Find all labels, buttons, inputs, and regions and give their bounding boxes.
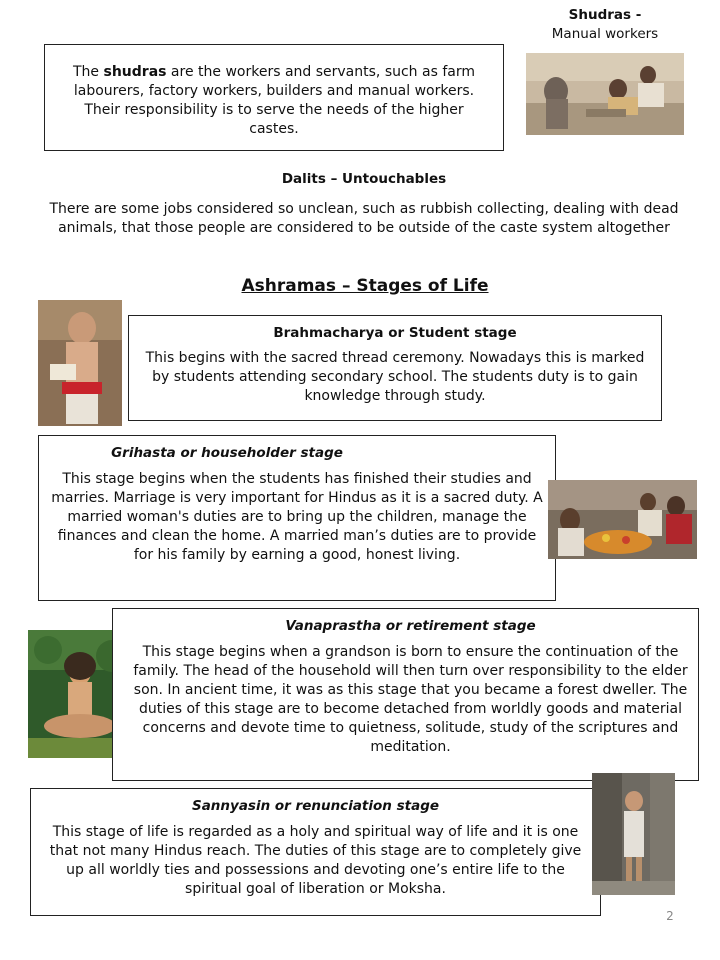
grihasta-text: This stage begins when the students has finished their studies and marries. Marriage is very important for Hindus as it is a sacred duty. A married woman's duties are to bring up the children, manage the finances and clean the home. A married man’s duties are to provide for his family by earning a good, honest living. (51, 471, 543, 563)
shudras-caption-sub: Manual workers (551, 26, 659, 42)
sannyasin-title: Sannyasin or renunciation stage (191, 798, 440, 814)
brahmacharya-title: Brahmacharya or Student stage (273, 325, 517, 341)
dalits-text: There are some jobs considered so unclean, such as rubbish collecting, dealing with dead animals, that those people are considered to be outside of the caste system altogether (49, 201, 679, 236)
vanaprastha-title: Vanaprastha or retirement stage (285, 618, 536, 634)
shudras-text-bold: shudras (103, 64, 167, 80)
shudras-caption-title: Shudras - (568, 7, 642, 23)
sannyasin-text: This stage of life is regarded as a holy and spiritual way of life and it is one that not many Hindus reach. The duties of this stage are to completely give up all worldly ties and possessions and devoting one’s entire life to the spiritual goal of liberation or Moksha. (49, 824, 582, 897)
grihasta-title: Grihasta or householder stage (111, 445, 343, 461)
page-number: 2 (666, 909, 674, 923)
brahmacharya-box (128, 315, 662, 421)
shudras-workers-photo (526, 53, 684, 135)
wedding-ceremony-photo (548, 480, 697, 559)
brahmacharya-text: This begins with the sacred thread ceremony. Nowadays this is marked by students attending secondary school. The students duty is to gain knowledge through study. (145, 350, 645, 404)
shudras-text-prefix: The (73, 64, 104, 80)
grihasta-box (38, 435, 556, 601)
shudras-text-rest: are the workers and servants, such as farm labourers, factory workers, builders and manual workers. Their responsibility is to serve the needs of the higher castes. (73, 64, 475, 137)
vanaprastha-box (112, 608, 699, 781)
shudras-box (44, 44, 504, 151)
dalits-title: Dalits – Untouchables (281, 171, 447, 187)
shudras-text (67, 63, 481, 139)
sannyasin-box (30, 788, 601, 916)
student-photo (38, 300, 122, 426)
sannyasin-holy-man-photo (592, 773, 675, 895)
shudras-caption (520, 6, 690, 44)
ashramas-heading: Ashramas – Stages of Life (241, 276, 489, 296)
vanaprastha-text: This stage begins when a grandson is born to ensure the continuation of the family. The head of the household will then turn over responsibility to the elder son. In ancient time, it was as this stage that you became a forest dweller. The duties of this stage are to become detached from worldly goods and material concerns and devote time to quietness, solitude, study of the scriptures and meditation. (133, 644, 688, 755)
